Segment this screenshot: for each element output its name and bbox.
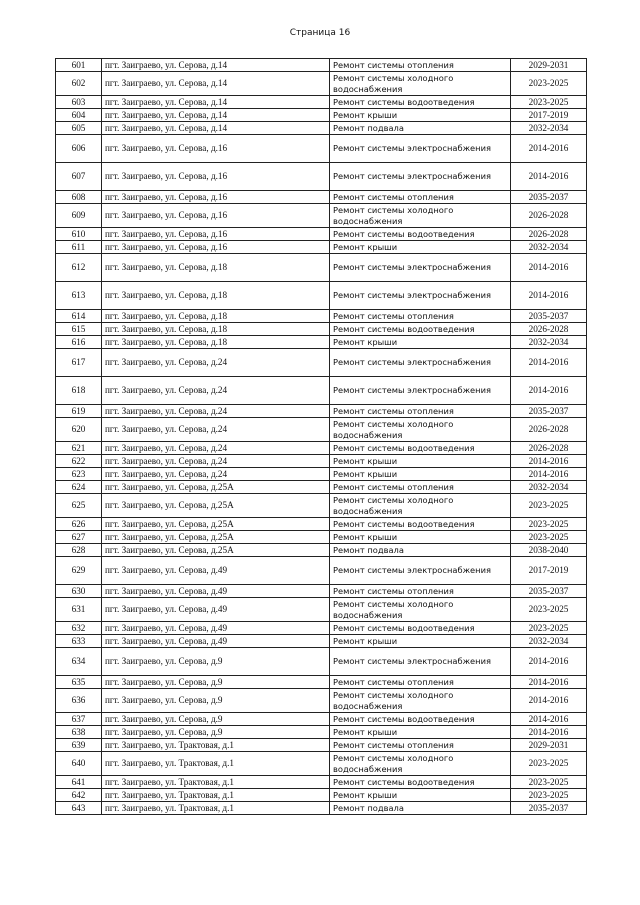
- period-cell: 2014-2016: [511, 377, 587, 405]
- row-number-cell: 643: [56, 802, 102, 815]
- work-type-cell: Ремонт системы отопления: [330, 191, 511, 204]
- work-type-cell: Ремонт системы холодного водоснабжения: [330, 598, 511, 622]
- address-cell: пгт. Заиграево, ул. Серова, д.18: [102, 336, 330, 349]
- row-number-cell: 604: [56, 109, 102, 122]
- row-number-cell: 627: [56, 531, 102, 544]
- table-row: [56, 109, 587, 122]
- period-cell: 2035-2037: [511, 405, 587, 418]
- address-cell: пгт. Заиграево, ул. Серова, д.25А: [102, 481, 330, 494]
- table-row: [56, 468, 587, 481]
- work-type-cell: Ремонт системы водоотведения: [330, 442, 511, 455]
- address-cell: пгт. Заиграево, ул. Серова, д.16: [102, 228, 330, 241]
- address-cell: пгт. Заиграево, ул. Серова, д.49: [102, 622, 330, 635]
- row-number-cell: 623: [56, 468, 102, 481]
- row-number-cell: 630: [56, 585, 102, 598]
- work-type-cell: Ремонт системы водоотведения: [330, 622, 511, 635]
- table-row: [56, 282, 587, 310]
- address-cell: пгт. Заиграево, ул. Серова, д.9: [102, 676, 330, 689]
- table-row: [56, 726, 587, 739]
- period-cell: 2023-2025: [511, 789, 587, 802]
- period-cell: 2014-2016: [511, 349, 587, 377]
- address-cell: пгт. Заиграево, ул. Серова, д.18: [102, 310, 330, 323]
- address-cell: пгт. Заиграево, ул. Серова, д.25А: [102, 518, 330, 531]
- work-type-cell: Ремонт крыши: [330, 109, 511, 122]
- table-row: [56, 598, 587, 622]
- work-type-cell: Ремонт системы водоотведения: [330, 96, 511, 109]
- work-type-cell: Ремонт системы электроснабжения: [330, 282, 511, 310]
- period-cell: 2029-2031: [511, 739, 587, 752]
- period-cell: 2026-2028: [511, 204, 587, 228]
- row-number-cell: 633: [56, 635, 102, 648]
- address-cell: пгт. Заиграево, ул. Серова, д.24: [102, 442, 330, 455]
- row-number-cell: 635: [56, 676, 102, 689]
- table-row: [56, 135, 587, 163]
- address-cell: пгт. Заиграево, ул. Серова, д.49: [102, 557, 330, 585]
- period-cell: 2032-2034: [511, 241, 587, 254]
- row-number-cell: 610: [56, 228, 102, 241]
- address-cell: пгт. Заиграево, ул. Серова, д.49: [102, 598, 330, 622]
- table-row: [56, 676, 587, 689]
- period-cell: 2026-2028: [511, 323, 587, 336]
- row-number-cell: 606: [56, 135, 102, 163]
- row-number-cell: 609: [56, 204, 102, 228]
- row-number-cell: 601: [56, 59, 102, 72]
- row-number-cell: 616: [56, 336, 102, 349]
- table-row: [56, 635, 587, 648]
- row-number-cell: 628: [56, 544, 102, 557]
- row-number-cell: 631: [56, 598, 102, 622]
- address-cell: пгт. Заиграево, ул. Серова, д.16: [102, 241, 330, 254]
- work-type-cell: Ремонт подвала: [330, 544, 511, 557]
- period-cell: 2014-2016: [511, 282, 587, 310]
- table-row: [56, 323, 587, 336]
- address-cell: пгт. Заиграево, ул. Серова, д.18: [102, 323, 330, 336]
- address-cell: пгт. Заиграево, ул. Серова, д.14: [102, 59, 330, 72]
- address-cell: пгт. Заиграево, ул. Трактовая, д.1: [102, 802, 330, 815]
- table-row: [56, 122, 587, 135]
- period-cell: 2014-2016: [511, 648, 587, 676]
- period-cell: 2023-2025: [511, 494, 587, 518]
- row-number-cell: 620: [56, 418, 102, 442]
- row-number-cell: 626: [56, 518, 102, 531]
- row-number-cell: 625: [56, 494, 102, 518]
- row-number-cell: 640: [56, 752, 102, 776]
- work-type-cell: Ремонт системы холодного водоснабжения: [330, 72, 511, 96]
- address-cell: пгт. Заиграево, ул. Серова, д.24: [102, 455, 330, 468]
- table-row: [56, 72, 587, 96]
- table-row: [56, 254, 587, 282]
- work-type-cell: Ремонт крыши: [330, 531, 511, 544]
- work-type-cell: Ремонт системы холодного водоснабжения: [330, 689, 511, 713]
- address-cell: пгт. Заиграево, ул. Серова, д.9: [102, 726, 330, 739]
- work-type-cell: Ремонт подвала: [330, 122, 511, 135]
- work-type-cell: Ремонт крыши: [330, 455, 511, 468]
- work-type-cell: Ремонт системы отопления: [330, 676, 511, 689]
- table-row: [56, 59, 587, 72]
- row-number-cell: 605: [56, 122, 102, 135]
- period-cell: 2032-2034: [511, 481, 587, 494]
- table-row: [56, 739, 587, 752]
- period-cell: 2014-2016: [511, 713, 587, 726]
- work-type-cell: Ремонт системы водоотведения: [330, 518, 511, 531]
- period-cell: 2023-2025: [511, 752, 587, 776]
- work-type-cell: Ремонт крыши: [330, 635, 511, 648]
- table-row: [56, 442, 587, 455]
- table-row: [56, 585, 587, 598]
- table-body: [56, 59, 587, 815]
- row-number-cell: 629: [56, 557, 102, 585]
- table-row: [56, 689, 587, 713]
- table-row: [56, 336, 587, 349]
- address-cell: пгт. Заиграево, ул. Серова, д.16: [102, 191, 330, 204]
- work-type-cell: Ремонт системы электроснабжения: [330, 135, 511, 163]
- address-cell: пгт. Заиграево, ул. Серова, д.49: [102, 635, 330, 648]
- address-cell: пгт. Заиграево, ул. Серова, д.24: [102, 349, 330, 377]
- address-cell: пгт. Заиграево, ул. Трактовая, д.1: [102, 789, 330, 802]
- address-cell: пгт. Заиграево, ул. Серова, д.16: [102, 204, 330, 228]
- work-type-cell: Ремонт подвала: [330, 802, 511, 815]
- period-cell: 2023-2025: [511, 598, 587, 622]
- address-cell: пгт. Заиграево, ул. Серова, д.24: [102, 418, 330, 442]
- row-number-cell: 641: [56, 776, 102, 789]
- period-cell: 2014-2016: [511, 163, 587, 191]
- period-cell: 2035-2037: [511, 310, 587, 323]
- period-cell: 2032-2034: [511, 122, 587, 135]
- row-number-cell: 642: [56, 789, 102, 802]
- work-type-cell: Ремонт системы отопления: [330, 585, 511, 598]
- period-cell: 2023-2025: [511, 72, 587, 96]
- address-cell: пгт. Заиграево, ул. Серова, д.24: [102, 377, 330, 405]
- table-row: [56, 648, 587, 676]
- address-cell: пгт. Заиграево, ул. Серова, д.14: [102, 109, 330, 122]
- row-number-cell: 619: [56, 405, 102, 418]
- table-row: [56, 557, 587, 585]
- table-row: [56, 163, 587, 191]
- table-row: [56, 349, 587, 377]
- period-cell: 2017-2019: [511, 109, 587, 122]
- work-type-cell: Ремонт крыши: [330, 468, 511, 481]
- address-cell: пгт. Заиграево, ул. Серова, д.14: [102, 122, 330, 135]
- table-row: [56, 789, 587, 802]
- address-cell: пгт. Заиграево, ул. Серова, д.24: [102, 468, 330, 481]
- work-type-cell: Ремонт системы электроснабжения: [330, 163, 511, 191]
- period-cell: 2035-2037: [511, 191, 587, 204]
- address-cell: пгт. Заиграево, ул. Серова, д.16: [102, 163, 330, 191]
- work-type-cell: Ремонт системы отопления: [330, 481, 511, 494]
- address-cell: пгт. Заиграево, ул. Серова, д.18: [102, 282, 330, 310]
- repair-schedule-table: [55, 58, 587, 815]
- work-type-cell: Ремонт системы водоотведения: [330, 713, 511, 726]
- work-type-cell: Ремонт крыши: [330, 336, 511, 349]
- table-row: [56, 418, 587, 442]
- period-cell: 2014-2016: [511, 689, 587, 713]
- period-cell: 2032-2034: [511, 635, 587, 648]
- row-number-cell: 615: [56, 323, 102, 336]
- table-row: [56, 241, 587, 254]
- work-type-cell: Ремонт системы электроснабжения: [330, 648, 511, 676]
- period-cell: 2035-2037: [511, 585, 587, 598]
- table-row: [56, 377, 587, 405]
- period-cell: 2014-2016: [511, 455, 587, 468]
- table-row: [56, 776, 587, 789]
- table-row: [56, 518, 587, 531]
- row-number-cell: 636: [56, 689, 102, 713]
- period-cell: 2017-2019: [511, 557, 587, 585]
- period-cell: 2014-2016: [511, 726, 587, 739]
- period-cell: 2023-2025: [511, 776, 587, 789]
- address-cell: пгт. Заиграево, ул. Трактовая, д.1: [102, 776, 330, 789]
- work-type-cell: Ремонт системы водоотведения: [330, 323, 511, 336]
- period-cell: 2014-2016: [511, 468, 587, 481]
- period-cell: 2026-2028: [511, 228, 587, 241]
- row-number-cell: 639: [56, 739, 102, 752]
- period-cell: 2023-2025: [511, 531, 587, 544]
- work-type-cell: Ремонт системы электроснабжения: [330, 254, 511, 282]
- period-cell: 2014-2016: [511, 254, 587, 282]
- address-cell: пгт. Заиграево, ул. Серова, д.14: [102, 72, 330, 96]
- address-cell: пгт. Заиграево, ул. Серова, д.18: [102, 254, 330, 282]
- table-row: [56, 191, 587, 204]
- work-type-cell: Ремонт системы водоотведения: [330, 228, 511, 241]
- work-type-cell: Ремонт системы холодного водоснабжения: [330, 204, 511, 228]
- table-row: [56, 752, 587, 776]
- period-cell: 2029-2031: [511, 59, 587, 72]
- address-cell: пгт. Заиграево, ул. Серова, д.9: [102, 713, 330, 726]
- table-row: [56, 228, 587, 241]
- row-number-cell: 622: [56, 455, 102, 468]
- row-number-cell: 607: [56, 163, 102, 191]
- row-number-cell: 618: [56, 377, 102, 405]
- table-row: [56, 531, 587, 544]
- address-cell: пгт. Заиграево, ул. Серова, д.9: [102, 689, 330, 713]
- period-cell: 2026-2028: [511, 418, 587, 442]
- work-type-cell: Ремонт крыши: [330, 726, 511, 739]
- page-header: Страница 16: [289, 28, 351, 38]
- row-number-cell: 634: [56, 648, 102, 676]
- address-cell: пгт. Заиграево, ул. Серова, д.14: [102, 96, 330, 109]
- work-type-cell: Ремонт системы водоотведения: [330, 776, 511, 789]
- address-cell: пгт. Заиграево, ул. Серова, д.16: [102, 135, 330, 163]
- table-row: [56, 455, 587, 468]
- address-cell: пгт. Заиграево, ул. Серова, д.24: [102, 405, 330, 418]
- work-type-cell: Ремонт системы холодного водоснабжения: [330, 418, 511, 442]
- period-cell: 2023-2025: [511, 96, 587, 109]
- row-number-cell: 603: [56, 96, 102, 109]
- row-number-cell: 632: [56, 622, 102, 635]
- work-type-cell: Ремонт системы отопления: [330, 405, 511, 418]
- work-type-cell: Ремонт системы электроснабжения: [330, 349, 511, 377]
- work-type-cell: Ремонт системы электроснабжения: [330, 377, 511, 405]
- table-row: [56, 713, 587, 726]
- address-cell: пгт. Заиграево, ул. Серова, д.25А: [102, 494, 330, 518]
- row-number-cell: 613: [56, 282, 102, 310]
- work-type-cell: Ремонт системы холодного водоснабжения: [330, 494, 511, 518]
- address-cell: пгт. Заиграево, ул. Трактовая, д.1: [102, 752, 330, 776]
- row-number-cell: 637: [56, 713, 102, 726]
- period-cell: 2032-2034: [511, 336, 587, 349]
- period-cell: 2038-2040: [511, 544, 587, 557]
- period-cell: 2035-2037: [511, 802, 587, 815]
- period-cell: 2014-2016: [511, 135, 587, 163]
- table-row: [56, 204, 587, 228]
- work-type-cell: Ремонт системы электроснабжения: [330, 557, 511, 585]
- table-row: [56, 544, 587, 557]
- address-cell: пгт. Заиграево, ул. Серова, д.25А: [102, 544, 330, 557]
- table-row: [56, 622, 587, 635]
- table-row: [56, 481, 587, 494]
- work-type-cell: Ремонт системы отопления: [330, 739, 511, 752]
- row-number-cell: 638: [56, 726, 102, 739]
- table-row: [56, 405, 587, 418]
- row-number-cell: 617: [56, 349, 102, 377]
- row-number-cell: 611: [56, 241, 102, 254]
- table-row: [56, 494, 587, 518]
- work-type-cell: Ремонт системы отопления: [330, 310, 511, 323]
- address-cell: пгт. Заиграево, ул. Серова, д.9: [102, 648, 330, 676]
- period-cell: 2014-2016: [511, 676, 587, 689]
- row-number-cell: 608: [56, 191, 102, 204]
- period-cell: 2023-2025: [511, 518, 587, 531]
- address-cell: пгт. Заиграево, ул. Серова, д.25А: [102, 531, 330, 544]
- table-row: [56, 802, 587, 815]
- work-type-cell: Ремонт крыши: [330, 789, 511, 802]
- period-cell: 2023-2025: [511, 622, 587, 635]
- work-type-cell: Ремонт системы отопления: [330, 59, 511, 72]
- work-type-cell: Ремонт крыши: [330, 241, 511, 254]
- table-row: [56, 96, 587, 109]
- work-type-cell: Ремонт системы холодного водоснабжения: [330, 752, 511, 776]
- address-cell: пгт. Заиграево, ул. Трактовая, д.1: [102, 739, 330, 752]
- row-number-cell: 624: [56, 481, 102, 494]
- address-cell: пгт. Заиграево, ул. Серова, д.49: [102, 585, 330, 598]
- row-number-cell: 602: [56, 72, 102, 96]
- table-row: [56, 310, 587, 323]
- row-number-cell: 614: [56, 310, 102, 323]
- row-number-cell: 621: [56, 442, 102, 455]
- period-cell: 2026-2028: [511, 442, 587, 455]
- row-number-cell: 612: [56, 254, 102, 282]
